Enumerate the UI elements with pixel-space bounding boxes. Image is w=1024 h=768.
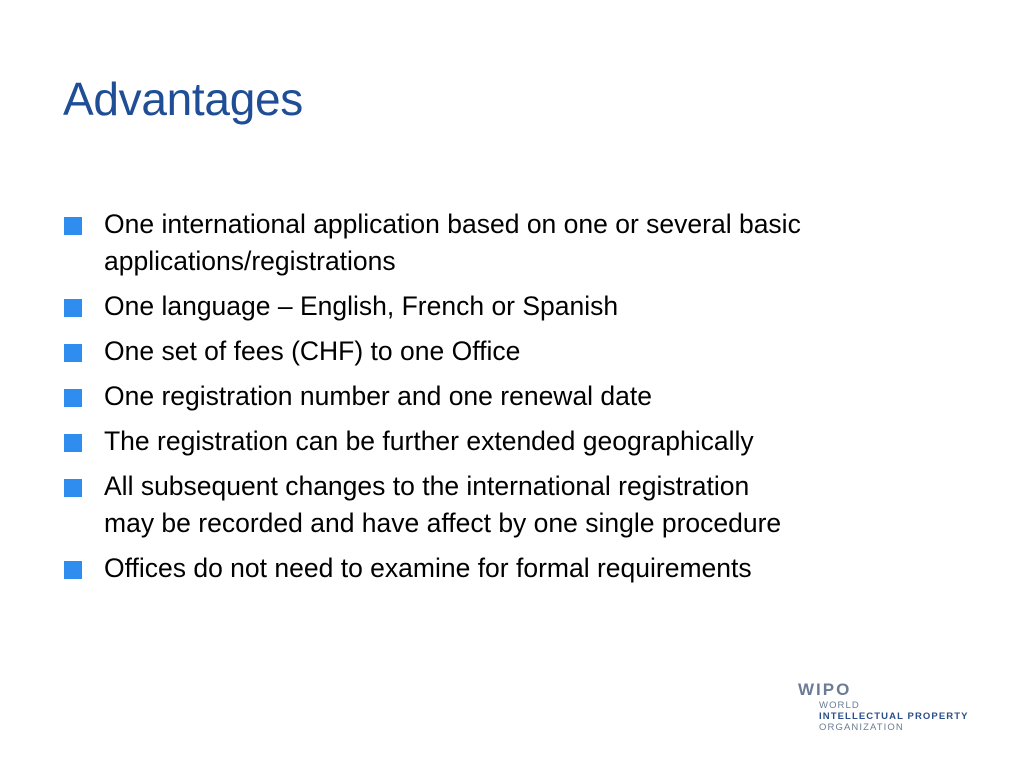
bullet-line: One international application based on one or several basic xyxy=(104,209,801,239)
logo-wordmark xyxy=(819,700,969,733)
bullet-line: Offices do not need to examine for formal requirements xyxy=(104,553,752,583)
slide-title: Advantages xyxy=(63,73,303,125)
bullet-item xyxy=(64,206,964,280)
bullet-item xyxy=(64,333,964,370)
square-bullet-icon xyxy=(64,389,82,407)
bullet-line: One language – English, French or Spanish xyxy=(104,291,619,321)
bullet-item xyxy=(64,288,964,325)
bullet-line: One set of fees (CHF) to one Office xyxy=(104,336,521,366)
bullet-item xyxy=(64,423,964,460)
square-bullet-icon xyxy=(64,299,82,317)
bullet-item xyxy=(64,550,964,587)
bullet-text xyxy=(104,206,964,280)
bullet-text xyxy=(104,550,964,587)
bullet-line: All subsequent changes to the international registration xyxy=(104,471,750,501)
bullet-text xyxy=(104,288,964,325)
square-bullet-icon xyxy=(64,344,82,362)
bullet-text xyxy=(104,423,964,460)
logo-line: ORGANIZATION xyxy=(819,722,904,733)
square-bullet-icon xyxy=(64,217,82,235)
bullet-list xyxy=(64,206,964,595)
bullet-line: One registration number and one renewal date xyxy=(104,381,653,411)
square-bullet-icon xyxy=(64,479,82,497)
logo-mark: WIPO xyxy=(798,680,852,699)
bullet-text xyxy=(104,468,964,542)
square-bullet-icon xyxy=(64,561,82,579)
bullet-line: applications/registrations xyxy=(104,246,396,276)
square-bullet-icon xyxy=(64,434,82,452)
bullet-text xyxy=(104,333,964,370)
bullet-item xyxy=(64,468,964,542)
logo-line: WORLD xyxy=(819,700,860,711)
bullet-text xyxy=(104,378,964,415)
bullet-line: The registration can be further extended geographically xyxy=(104,426,754,456)
logo-line: INTELLECTUAL PROPERTY xyxy=(819,711,969,722)
bullet-line: may be recorded and have affect by one single procedure xyxy=(104,508,782,538)
wipo-logo xyxy=(798,680,988,736)
bullet-item xyxy=(64,378,964,415)
